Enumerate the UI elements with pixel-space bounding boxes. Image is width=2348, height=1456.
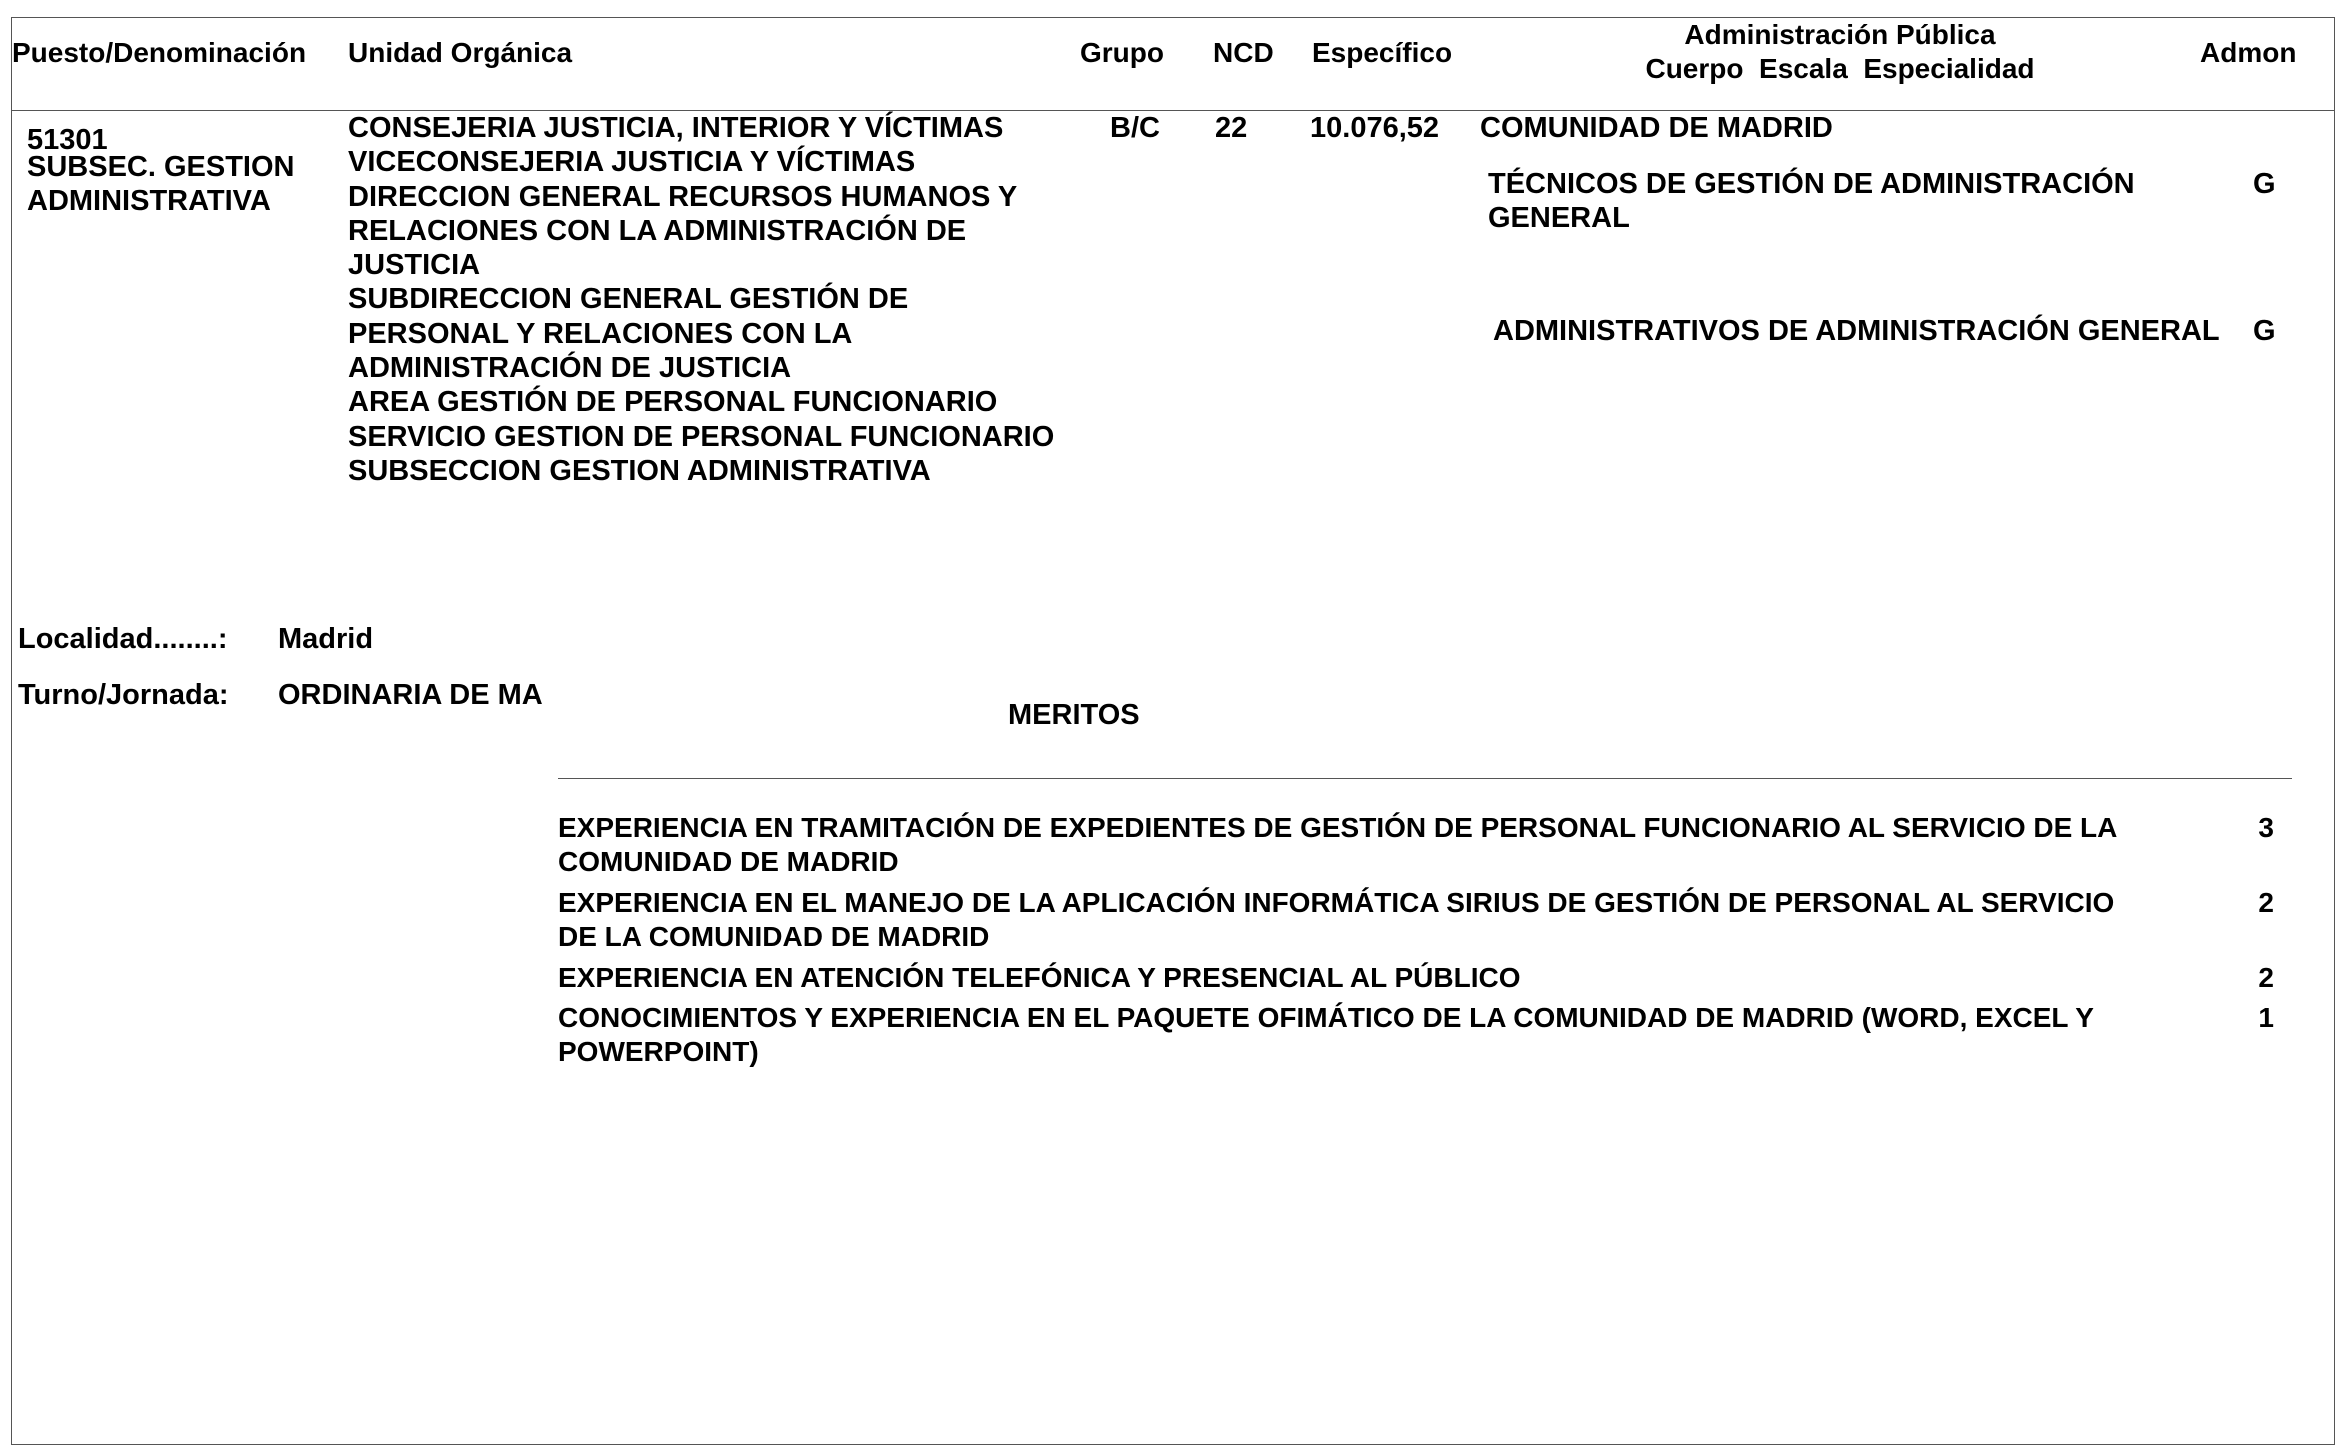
header-grupo: Grupo (1080, 37, 1164, 68)
merito-text: EXPERIENCIA EN ATENCIÓN TELEFÓNICA Y PRESENCIAL AL PÚBLICO (558, 962, 1521, 993)
cuerpo-2-admon: G (2253, 315, 2276, 347)
meritos-divider (558, 778, 2292, 779)
merito-points: 1 (2258, 1002, 2274, 1033)
unidad-line: RELACIONES CON LA ADMINISTRACIÓN DE (348, 214, 967, 247)
merito-points: 2 (2258, 887, 2274, 918)
turno-value: ORDINARIA DE MA (278, 679, 543, 711)
puesto-denominacion-1: SUBSEC. GESTION (27, 151, 295, 183)
header-cuerpo-escala: Cuerpo Escala Especialidad (1645, 53, 2035, 84)
ncd-value: 22 (1215, 112, 1248, 144)
header-puesto: Puesto/Denominación (12, 37, 307, 68)
header-administracion-publica: Administración Pública (1684, 19, 1996, 50)
unidad-line: SERVICIO GESTION DE PERSONAL FUNCIONARIO (348, 420, 1055, 453)
cuerpo-2-line-1: ADMINISTRATIVOS DE ADMINISTRACIÓN GENERAL (1493, 315, 2220, 347)
unidad-line: JUSTICIA (348, 249, 481, 282)
merito-text: CONOCIMIENTOS Y EXPERIENCIA EN EL PAQUETE OFIMÁTICO DE LA COMUNIDAD DE MADRID (WORD, EXCEL Y POWERPOINT) (558, 1002, 2094, 1067)
unidad-line: CONSEJERIA JUSTICIA, INTERIOR Y VÍCTIMAS (348, 112, 1004, 144)
header-especifico: Específico (1312, 37, 1453, 68)
puesto-denominacion-2: ADMINISTRATIVA (27, 185, 271, 217)
localidad-value: Madrid (278, 623, 374, 655)
turno-label: Turno/Jornada: (18, 679, 229, 711)
cuerpo-1-line-1: TÉCNICOS DE GESTIÓN DE ADMINISTRACIÓN (1488, 168, 2135, 200)
header-ncd: NCD (1213, 37, 1274, 68)
meritos-title: MERITOS (1008, 699, 1140, 731)
merito-text: EXPERIENCIA EN TRAMITACIÓN DE EXPEDIENTES DE GESTIÓN DE PERSONAL FUNCIONARIO AL SERVICIO DE LA COMUNIDAD DE MADRID (558, 812, 2117, 877)
puesto-codigo: 51301 (27, 124, 108, 156)
administracion-value: COMUNIDAD DE MADRID (1480, 112, 1833, 144)
merito-points: 3 (2258, 812, 2274, 843)
merito-text: EXPERIENCIA EN EL MANEJO DE LA APLICACIÓN INFORMÁTICA SIRIUS DE GESTIÓN DE PERSONAL AL SERVICIO DE LA COMUNIDAD DE MADRID (558, 887, 2115, 952)
localidad-label: Localidad........: (18, 623, 228, 655)
grupo-value: B/C (1110, 112, 1160, 144)
cuerpo-1-admon: G (2253, 168, 2276, 200)
unidad-line: PERSONAL Y RELACIONES CON LA (348, 317, 853, 350)
unidad-line: AREA GESTIÓN DE PERSONAL FUNCIONARIO (348, 386, 998, 419)
unidad-line: ADMINISTRACIÓN DE JUSTICIA (348, 352, 792, 385)
unidad-organica-list (348, 111, 1054, 488)
cuerpo-1-line-2: GENERAL (1488, 202, 1630, 234)
header-admon: Admon (2200, 37, 2297, 68)
unidad-line: VICECONSEJERIA JUSTICIA Y VÍCTIMAS (348, 146, 916, 179)
merito-points: 2 (2258, 962, 2274, 993)
especifico-value: 10.076,52 (1310, 112, 1440, 144)
unidad-line: SUBSECCION GESTION ADMINISTRATIVA (348, 454, 931, 487)
unidad-line: DIRECCION GENERAL RECURSOS HUMANOS Y (348, 180, 1018, 213)
unidad-line: SUBDIRECCION GENERAL GESTIÓN DE (348, 283, 909, 316)
header-unidad: Unidad Orgánica (348, 37, 573, 68)
